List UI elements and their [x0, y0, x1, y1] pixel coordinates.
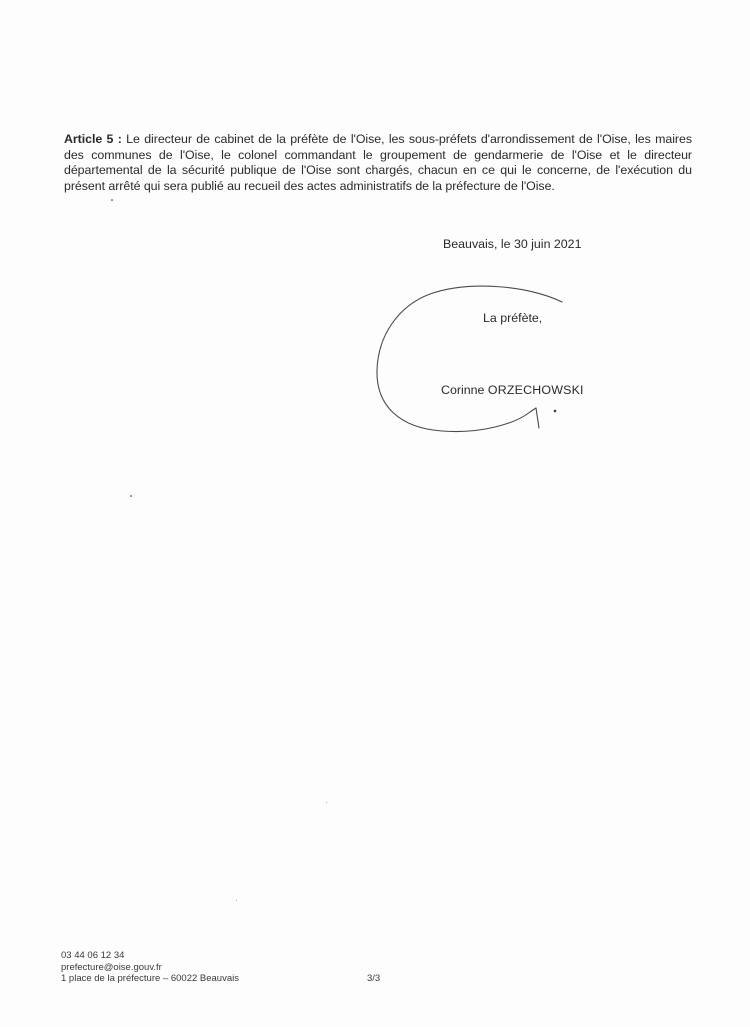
scan-speck: [130, 495, 132, 497]
footer-phone: 03 44 06 12 34: [61, 950, 125, 961]
footer-address: 1 place de la préfecture – 60022 Beauvais: [61, 973, 239, 984]
signatory-name: [441, 383, 584, 398]
signatory-first-name: Corinne: [441, 383, 485, 397]
article-5: [64, 132, 692, 194]
scan-speck: [236, 900, 237, 901]
footer-email: prefecture@oise.gouv.fr: [61, 961, 162, 973]
signatory-surname: ORZECHOWSKI: [487, 383, 584, 397]
handwritten-signature: [370, 278, 580, 440]
article-text: Le directeur de cabinet de la préfète de l'Oise, les sous-préfets d'arrondissement de l'Oise, les maires des communes de l'Oise, le colonel commandant le groupement de gendarmerie de l'Oise et le directeur départemental de la sécurité publique de l'Oise sont chargés, chacun en ce qui le concerne, de l'exécution du présent arrêté qui sera publié au recueil des actes administratifs de la préfecture de l'Oise.: [64, 132, 692, 193]
place-and-date: Beauvais, le 30 juin 2021: [443, 237, 582, 251]
signatory-role: La préfète,: [483, 311, 543, 325]
page-number: 3/3: [367, 973, 381, 984]
scan-speck: [111, 199, 113, 201]
scan-speck: [326, 802, 327, 803]
footer-contact: [61, 950, 239, 985]
article-label: Article 5 :: [64, 132, 122, 146]
